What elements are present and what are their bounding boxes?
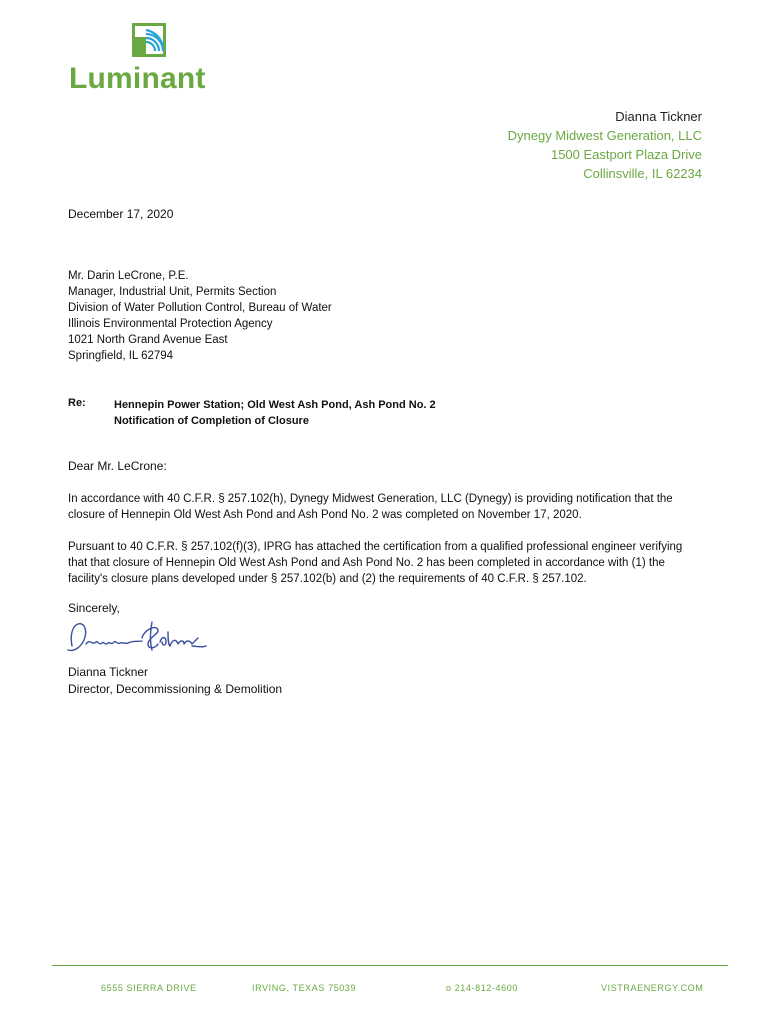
footer-city: IRVING, TEXAS 75039 (252, 983, 357, 993)
sender-city: Collinsville, IL 62234 (583, 166, 702, 181)
footer-website[interactable]: VISTRAENERGY.COM (601, 983, 704, 993)
company-logo-text: Luminant (69, 62, 206, 95)
signer-title: Director, Decommissioning & Demolition (68, 682, 283, 696)
salutation: Dear Mr. LeCrone: (68, 459, 167, 473)
sender-block (508, 107, 702, 183)
recipient-line: Manager, Industrial Unit, Permits Section (68, 286, 277, 298)
sender-company: Dynegy Midwest Generation, LLC (507, 128, 702, 143)
footer-phone: o 214-812-4600 (446, 983, 518, 993)
recipient-line: Mr. Darin LeCrone, P.E. (68, 270, 189, 282)
closing: Sincerely, (68, 601, 120, 615)
signer-block (68, 664, 282, 698)
body-paragraph-2: Pursuant to 40 C.F.R. § 257.102(f)(3), IPRG has attached the certification from a qualified professional engineer verifying that that closure of Hennepin Old West Ash Pond and Ash Pond No. 2 has been completed in accordance with (1) the facility's closure plans developed under § 257.102(b) and (2) the requirements of 40 C.F.R. § 257.102. (68, 541, 683, 585)
footer-address: 6555 SIERRA DRIVE (101, 983, 197, 993)
recipient-address (68, 268, 332, 364)
handwritten-signature (64, 616, 214, 660)
subject-label: Re: (68, 397, 86, 409)
subject-text (114, 397, 436, 429)
sender-street: 1500 Eastport Plaza Drive (550, 147, 702, 162)
body-paragraph-1: In accordance with 40 C.F.R. § 257.102(h), Dynegy Midwest Generation, LLC (Dynegy) is providing notification that the closure of Hennepin Old West Ash Pond and Ash Pond No. 2 was completed on November 17, 2020. (68, 493, 673, 521)
subject-line-2: Notification of Completion of Closure (114, 415, 309, 427)
sender-name: Dianna Tickner (615, 109, 702, 124)
footer-divider (52, 965, 728, 966)
recipient-line: Illinois Environmental Protection Agency (68, 318, 273, 330)
signer-name: Dianna Tickner (68, 665, 149, 679)
recipient-line: 1021 North Grand Avenue East (68, 334, 228, 346)
recipient-line: Division of Water Pollution Control, Bureau of Water (68, 302, 332, 314)
luminant-logo-icon (132, 23, 166, 57)
subject-line-1: Hennepin Power Station; Old West Ash Pond, Ash Pond No. 2 (114, 399, 436, 411)
letter-date: December 17, 2020 (68, 207, 174, 221)
recipient-line: Springfield, IL 62794 (68, 350, 174, 362)
